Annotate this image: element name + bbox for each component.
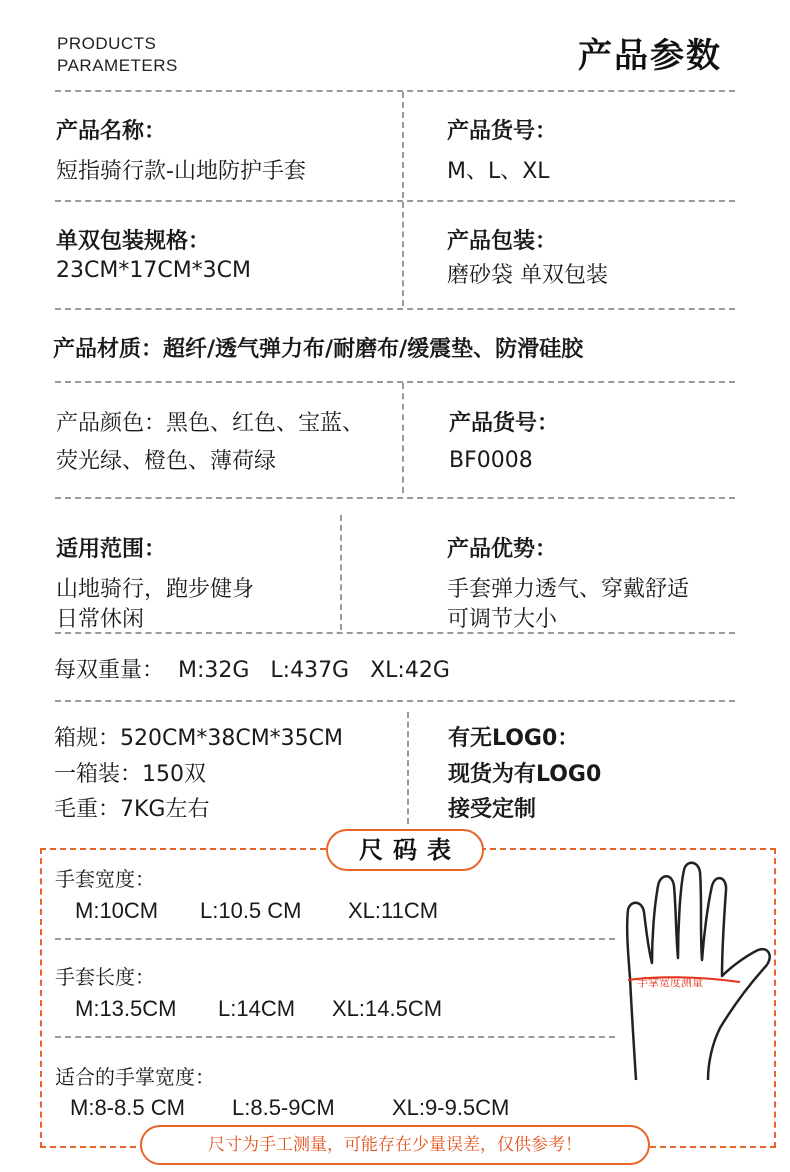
hand-outline (627, 863, 770, 1080)
measurement-note: 尺寸为手工测量，可能存在少量误差，仅供参考！ (140, 1125, 650, 1165)
product-code-label: 产品货号： (449, 411, 560, 436)
product-name-label: 产品名称： (56, 119, 167, 144)
scope-line2: 日常休闲 (56, 607, 145, 632)
palm-width-label: 适合的手掌宽度： (55, 1065, 215, 1089)
palm-width-l: L:8.5-9CM (232, 1095, 335, 1120)
logo-line2: 接受定制 (448, 797, 537, 822)
divider (55, 938, 615, 940)
divider-vertical (402, 202, 404, 306)
palm-width-xl: XL:9-9.5CM (392, 1095, 510, 1120)
header-en-line1: PRODUCTS (57, 34, 157, 53)
palm-width-m: M:8-8.5 CM (70, 1095, 185, 1120)
advantage-line2: 可调节大小 (447, 607, 558, 632)
divider-vertical (407, 712, 409, 824)
divider (55, 632, 735, 634)
product-code-value: BF0008 (449, 448, 533, 473)
logo-line1: 现货为有LOG0 (448, 762, 602, 787)
glove-width-m: M:10CM (75, 898, 159, 923)
pack-spec-label: 单双包装规格： (56, 229, 211, 254)
weight-text: 每双重量： M:32G L:437G XL:42G (54, 658, 450, 683)
divider (55, 497, 735, 499)
advantage-line1: 手套弹力透气、穿戴舒适 (447, 577, 690, 602)
material-text: 产品材质：超纤/透气弹力布/耐磨布/缓震垫、防滑硅胶 (53, 337, 584, 362)
scope-label: 适用范围： (56, 537, 167, 562)
glove-width-l: L:10.5 CM (200, 898, 302, 923)
color-line2: 荧光绿、橙色、薄荷绿 (56, 449, 277, 474)
glove-length-m: M:13.5CM (75, 996, 177, 1021)
hand-caption: 手掌宽度测量 (637, 976, 703, 989)
glove-width-label: 手套宽度： (55, 867, 155, 891)
pack-value: 磨砂袋 单双包装 (447, 263, 608, 288)
divider-vertical (402, 92, 404, 198)
divider (55, 308, 735, 310)
divider (55, 700, 735, 702)
color-line1: 产品颜色：黑色、红色、宝蓝、 (56, 411, 365, 436)
glove-length-label: 手套长度： (55, 965, 155, 989)
pack-spec-value: 23CM*17CM*3CM (56, 258, 252, 283)
divider (55, 381, 735, 383)
divider (55, 200, 735, 202)
header-en-line2: PARAMETERS (57, 56, 178, 75)
product-size-label: 产品货号： (447, 119, 558, 144)
glove-length-l: L:14CM (218, 996, 296, 1021)
box-size-text: 箱规：520CM*38CM*35CM (54, 726, 344, 751)
scope-line1: 山地骑行，跑步健身 (56, 577, 255, 602)
box-qty-text: 一箱装：150双 (54, 762, 206, 787)
divider-vertical (402, 383, 404, 493)
size-chart-title: 尺码表 (326, 829, 484, 871)
logo-label: 有无LOG0： (448, 726, 580, 751)
advantage-label: 产品优势： (447, 537, 558, 562)
gross-weight-text: 毛重：7KG左右 (54, 797, 210, 822)
glove-length-xl: XL:14.5CM (332, 996, 443, 1021)
glove-width-xl: XL:11CM (348, 898, 439, 923)
product-name-value: 短指骑行款-山地防护手套 (56, 159, 306, 184)
divider-vertical (340, 515, 342, 630)
divider (55, 1036, 615, 1038)
divider (55, 90, 735, 92)
product-size-value: M、L、XL (447, 159, 550, 184)
page-title: 产品参数 (578, 36, 722, 76)
pack-label: 产品包装： (447, 229, 558, 254)
